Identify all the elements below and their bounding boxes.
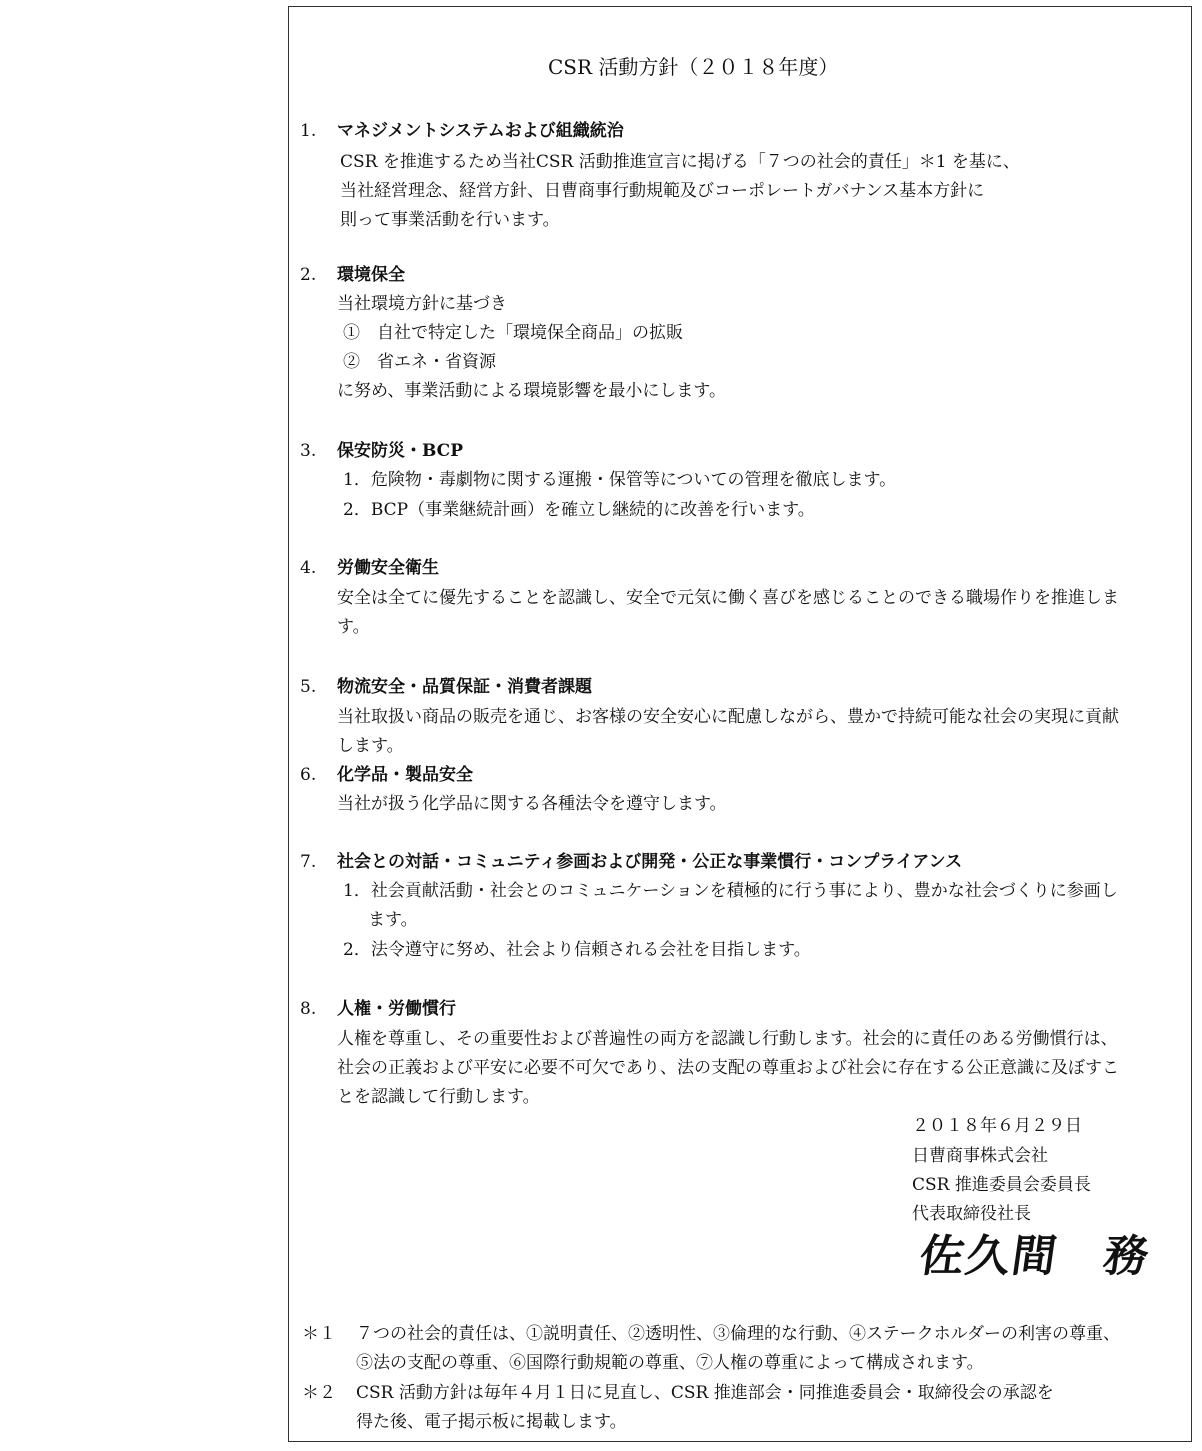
signature-title: 代表取締役社長 (912, 1204, 1031, 1224)
section-2-list-item: ① 自社で特定した「環境保全商品」の拡販 (343, 323, 683, 343)
section-1-number: 1. (300, 121, 317, 141)
section-5-body-line: 当社取扱い商品の販売を通じ、お客様の安全安心に配慮しながら、豊かで持続可能な社会の実現に貢献 (337, 707, 1119, 727)
section-7-list-item: 2．法令遵守に努め、社会より信頼される会社を目指します。 (343, 940, 811, 960)
section-5-body-line: します。 (337, 736, 404, 756)
section-2-body-line: 当社環境方針に基づき (337, 294, 507, 314)
section-8-body-line: 人権を尊重し、その重要性および普遍性の両方を認識し行動します。社会的に責任のある労働慣行は、 (337, 1029, 1118, 1049)
section-2-heading: 環境保全 (337, 265, 405, 285)
section-7-list-item-continuation: ます。 (368, 910, 418, 930)
section-1-body-line: 則って事業活動を行います。 (340, 210, 560, 230)
section-4-body-line: 安全は全てに優先することを認識し、安全で元気に働く喜びを感じることのできる職場作りを推進しま (337, 588, 1119, 608)
section-6-heading: 化学品・製品安全 (337, 765, 473, 785)
footnote-1-line: ７つの社会的責任は、①説明責任、②透明性、③倫理的な行動、④ステークホルダーの利害の尊重、 (356, 1324, 1120, 1344)
section-8-body-line: とを認識して行動します。 (337, 1087, 540, 1107)
section-3-number: 3. (300, 441, 317, 461)
section-6-number: 6. (300, 765, 317, 785)
section-8-heading: 人権・労働慣行 (337, 999, 456, 1019)
section-7-heading: 社会との対話・コミュニティ参画および開発・公正な事業慣行・コンプライアンス (337, 852, 963, 872)
section-6-body-line: 当社が扱う化学品に関する各種法令を遵守します。 (337, 794, 727, 814)
section-2-list-item: ② 省エネ・省資源 (343, 352, 496, 372)
section-8-body-line: 社会の正義および平安に必要不可欠であり、法の支配の尊重および社会に存在する公正意識に及ぼすこ (337, 1058, 1119, 1078)
section-5-heading: 物流安全・品質保証・消費者課題 (337, 677, 592, 697)
signature-company: 日曹商事株式会社 (912, 1146, 1048, 1166)
section-3-list-item: 1．危険物・毒劇物に関する運搬・保管等についての管理を徹底します。 (343, 470, 897, 490)
section-2-body-line: に努め、事業活動による環境影響を最小にします。 (337, 381, 726, 401)
section-4-body-line: す。 (337, 617, 370, 637)
section-5-number: 5. (300, 677, 317, 697)
signature-date: ２０１８年６月２９日 (912, 1116, 1082, 1136)
section-3-list-item: 2．BCP（事業継続計画）を確立し継続的に改善を行います。 (343, 500, 815, 520)
footnote-2-line: 得た後、電子掲示板に掲載します。 (356, 1412, 627, 1432)
section-2-number: 2. (300, 265, 317, 285)
section-7-list-item: 1．社会貢献活動・社会とのコミュニケーションを積極的に行う事により、豊かな社会づくりに参画し (343, 881, 1118, 901)
section-7-number: 7. (300, 852, 317, 872)
section-4-heading: 労働安全衛生 (337, 558, 439, 578)
section-1-body-line: 当社経営理念、経営方針、日曹商事行動規範及びコーポレートガバナンス基本方針に (340, 181, 985, 201)
section-8-number: 8. (300, 999, 317, 1019)
footnote-1-line: ⑤法の支配の尊重、⑥国際行動規範の尊重、⑦人権の尊重によって構成されます。 (356, 1353, 984, 1373)
footnote-1-mark: ＊１ (302, 1324, 336, 1344)
signature-name: 佐久間 務 (916, 1231, 1154, 1282)
page-title: CSR 活動方針（２０１８年度） (548, 55, 839, 79)
footnote-2-line: CSR 活動方針は毎年４月１日に見直し、CSR 推進部会・同推進委員会・取締役会の承認を (356, 1383, 1054, 1403)
footnote-2-mark: ＊２ (302, 1383, 336, 1403)
section-1-heading: マネジメントシステムおよび組織統治 (337, 121, 624, 141)
section-1-body-line: CSR を推進するため当社CSR 活動推進宣言に掲げる「７つの社会的責任」＊1 を基に、 (340, 152, 1020, 172)
section-3-heading: 保安防災・BCP (337, 441, 463, 461)
section-4-number: 4. (300, 558, 317, 578)
signature-role: CSR 推進委員会委員長 (912, 1175, 1091, 1195)
